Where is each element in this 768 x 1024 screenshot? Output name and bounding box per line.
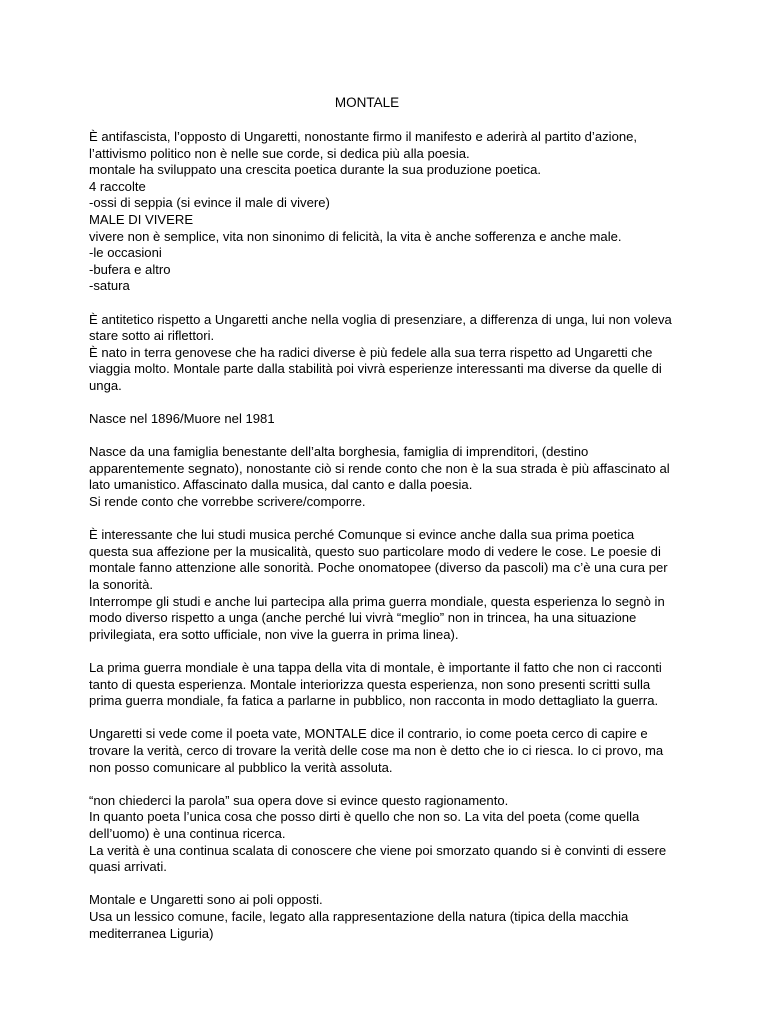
text-line: -bufera e altro [89,261,171,277]
paragraph [89,411,689,428]
paragraph [89,793,689,876]
text-line: Si rende conto che vorrebbe scrivere/comporre. [89,494,366,510]
text-line: -le occasioni [89,245,162,261]
text-line: È nato in terra genovese che ha radici diverse è più fedele alla sua terra rispetto ad Ungaretti che [89,344,653,360]
text-line: trovare la verità, cerco di trovare la verità delle cose ma non è detto che io ci riesca. Io ci provo, ma [89,742,664,758]
text-line: È antitetico rispetto a Ungaretti anche nella voglia di presenziare, a differenza di unga, lui non voleva [89,311,672,327]
text-line: lato umanistico. Affascinato dalla musica, dal canto e dalla poesia. [89,477,473,493]
text-line: Nasce nel 1896/Muore nel 1981 [89,411,275,427]
text-line: non posso comunicare al pubblico la verità assoluta. [89,759,393,775]
page-title: MONTALE [334,95,400,110]
text-line: viaggia molto. Montale parte dalla stabilità poi vivrà esperienze interessanti ma diverse da quelle di [89,361,662,377]
text-line: modo diverso rispetto a unga (anche perché lui vivrà “meglio” non in trincea, ha una situazione [89,610,637,626]
paragraph [89,444,689,510]
text-line: In quanto poeta l’unica cosa che posso dirti è quello che non so. La vita del poeta (come quella [89,809,640,825]
paragraph [89,660,689,710]
text-line: MALE DI VIVERE [89,211,194,227]
text-line: vivere non è semplice, vita non sinonimo di felicità, la vita è anche sofferenza e anche male. [89,228,622,244]
text-line: La prima guerra mondiale è una tappa della vita di montale, è importante il fatto che non ci racconti [89,660,662,675]
text-line: mediterranea Liguria) [89,925,214,941]
text-line: quasi arrivati. [89,859,167,875]
text-line: È antifascista, l’opposto di Ungaretti, nonostante firmo il manifesto e aderirà al partito d’azione, [89,129,638,144]
paragraph [89,129,689,295]
text-line: -ossi di seppia (si evince il male di vivere) [89,195,330,211]
text-line: apparentemente segnato), nonostante ciò si rende conto che non è la sua strada è più affascinato al [89,460,670,476]
text-line: Ungaretti si vede come il poeta vate, MONTALE dice il contrario, io come poeta cerco di capire e [89,726,648,742]
text-line: la sonorità. [89,577,154,593]
text-line: dell’uomo) è una continua ricerca. [89,825,286,841]
paragraph [89,312,689,395]
text-line: privilegiata, era sotto ufficiale, non vive la guerra in prima linea). [89,626,459,642]
text-line: prima guerra mondiale, fa fatica a parlarne in pubblico, non racconta in modo dettagliato la guerra. [89,693,659,709]
text-line: -satura [89,278,130,294]
text-line: questa sua affezione per la musicalità, questo suo particolare modo di vedere le cose. Le poesie di [89,543,661,559]
paragraph [89,527,689,643]
text-line: montale ha sviluppato una crescita poetica durante la sua produzione poetica. [89,162,542,178]
text-line: l’attivismo politico non è nelle sue corde, si dedica più alla poesia. [89,145,470,161]
paragraph [89,726,689,776]
text-line: montale fanno attenzione alle sonorità. Poche onomatopee (diverso da pascoli) ma c’è una cura per [89,560,668,576]
text-line: stare sotto ai riflettori. [89,328,215,344]
text-line: Interrompe gli studi e anche lui partecipa alla prima guerra mondiale, questa esperienza lo segnò in [89,593,665,609]
text-line: unga. [89,377,122,393]
document-body [89,129,689,942]
text-line: La verità è una continua scalata di conoscere che viene poi smorzato quando si è convinti di essere [89,842,667,858]
paragraph [89,892,689,942]
text-line: tanto di questa esperienza. Montale interiorizza questa esperienza, non sono presenti scritti sulla [89,676,651,692]
text-line: È interessante che lui studi musica perché Comunque si evince anche dalla sua prima poetica [89,527,635,543]
text-line: Nasce da una famiglia benestante dell’alta borghesia, famiglia di imprenditori, (destino [89,444,589,460]
text-line: Usa un lessico comune, facile, legato alla rappresentazione della natura (tipica della macchia [89,908,629,924]
text-line: “non chiederci la parola” sua opera dove si evince questo ragionamento. [89,792,509,808]
text-line: Montale e Ungaretti sono ai poli opposti. [89,892,323,908]
text-line: 4 raccolte [89,178,146,194]
